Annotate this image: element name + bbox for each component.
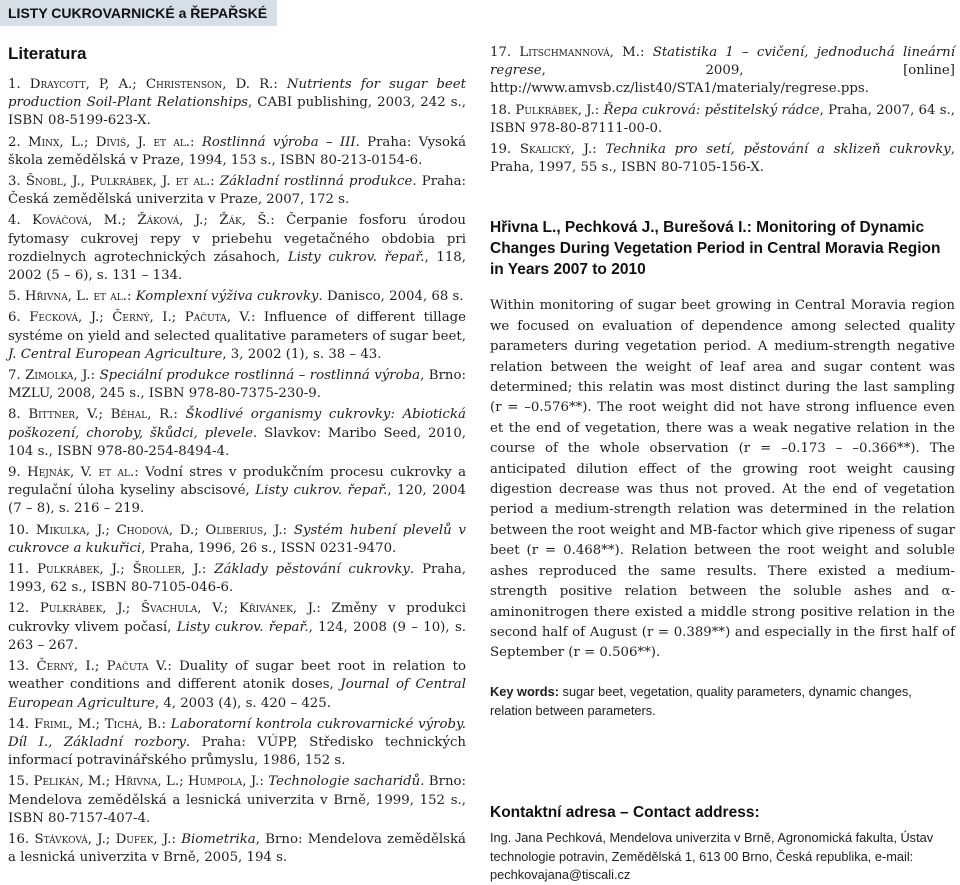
reference-title: Řepa cukrová: pěstitelský rádce — [603, 102, 820, 118]
reference-item — [8, 212, 466, 285]
reference-text: : — [273, 77, 287, 92]
reference-text: : Změny v produkci cukrovky vlivem počasí, — [8, 601, 467, 635]
reference-title: Listy cukrov. řepař. — [287, 249, 425, 265]
reference-title: Listy cukrov. řepař. — [176, 619, 309, 635]
reference-text: 8. — [8, 407, 29, 423]
reference-title: Laboratorní kontrola cukrovarnické výroby. Díl I., Základní rozbory — [8, 716, 466, 750]
reference-text: . Danisco, 2004, 68 s. — [318, 289, 464, 305]
reference-title: Biometrika — [181, 831, 256, 847]
reference-authors: Skalický, J. — [519, 142, 593, 158]
reference-text: 14. — [8, 716, 34, 732]
reference-text: : — [282, 522, 294, 538]
reference-authors: Litschmannová, M. — [519, 45, 641, 60]
reference-title: Komplexní výživa cukrovky — [135, 289, 319, 305]
reference-authors: Zimolka, J. — [25, 368, 91, 384]
reference-text: 19. — [490, 142, 520, 158]
journal-header: LISTY CUKROVARNICKÉ a ŘEPAŘSKÉ — [0, 0, 277, 26]
reference-text: : — [594, 102, 604, 118]
reference-item — [8, 464, 466, 519]
reference-authors: Mikulka, J.; Chodová, D.; Oliberius, J. — [35, 522, 283, 538]
reference-text: : Influence of different tillage systéme on yield and selected qualitative parameters of sugar beet, — [8, 310, 466, 344]
reference-text: : — [90, 368, 100, 384]
reference-text: 1. — [8, 77, 30, 92]
reference-title: Škodlivé organismy cukrovky: Abiotická poškození, choroby, škůdci, plevele — [8, 407, 466, 441]
abstract-text: Within monitoring of sugar beet growing in Central Moravia region we focused on evaluation of dependence among selected quality parameters during vegetation period. A medium-strength negative relation between the weight of leaf area and sugar content was determined; this relatin was most distinct during the last sampling (r = –0.576**). The root weight did not have strong influence even et the end of vegetation, there was a weak negative relation in the course of the whole observation (r = –0.173 – –0.366**). The anticipated dilution effect of the growing root weight causing digestion decrease was thus not proved. At the end of vegetation period a medium-strength relation was determined in the relation between the root weight and MB-factor which give ripeness of sugar beet (r = 0.468**). Relation between the root weight and soluble ashes reproduced the same results. There existed a medium-strength positive relation between the soluble ashes and α-aminonitrogen there existed a middle strong positive relation in the second half of August (r = 0.389**) and especially in the first half of September (r = 0.506**). — [490, 298, 955, 661]
reference-item — [8, 406, 466, 461]
reference-text: 4. — [8, 213, 33, 229]
contact-address: Ing. Jana Pechková, Mendelova univerzita v Brně, Agronomická fakulta, Ústav technologie potravin, Zemědělská 1, 613 00 Brno, Česká republika, e-mail: pechkovajana@tiscali.cz — [490, 830, 934, 882]
reference-authors: Černý, I.; Pačuta V. — [36, 659, 168, 675]
reference-text: : — [210, 174, 220, 190]
reference-text: 2. — [8, 134, 28, 150]
reference-text: , Praha, 2007, 64 s., ISBN 978-80-87111-00-0. — [490, 102, 955, 136]
reference-text: 7. — [8, 368, 26, 384]
article-title: Hřivna L., Pechková J., Burešová I.: Monitoring of Dynamic Changes During Vegetation Period in Central Moravia Region in Years 2007 to 2010 — [490, 219, 941, 279]
reference-list — [8, 76, 466, 867]
reference-text: : — [173, 407, 186, 423]
reference-text: . Praha: Vysoká škola zemědělská v Praze, 1994, 153 s., ISBN 80-213-0154-6. — [8, 134, 466, 168]
reference-text: , 118, 2002 (5 – 6), s. 131 – 134. — [8, 249, 466, 284]
reference-title: Technologie sacharidů — [268, 774, 421, 790]
reference-title: Listy cukrov. řepař. — [255, 483, 388, 499]
reference-text: , Praha, 1997, 55 s., ISBN 80-7105-156-X. — [490, 142, 956, 176]
reference-item — [8, 76, 466, 131]
keywords — [490, 682, 955, 720]
reference-authors: Fecková, J.; Černý, I.; Pačuta, V. — [29, 310, 251, 326]
reference-text: 11. — [8, 562, 38, 578]
reference-authors: Pulkrábek, J. — [515, 102, 595, 118]
reference-title: Nutrients for sugar beet production Soil-Plant Relationships — [8, 77, 466, 111]
reference-text: : — [161, 716, 171, 732]
reference-text: 17. — [490, 45, 520, 60]
left-column — [8, 44, 466, 870]
reference-text: : — [592, 142, 606, 158]
reference-text: , Praha, 1996, 26 s., ISSN 0231-9470. — [141, 540, 397, 556]
reference-authors: Pulkrábek, J.; Šroller, J. — [37, 562, 202, 578]
reference-text: : — [201, 562, 215, 578]
reference-authors: Pelikán, M.; Hřivna, L.; Humpola, J. — [33, 774, 260, 790]
reference-title: Speciální produkce rostlinná – rostlinná výroba — [99, 368, 421, 384]
keywords-text: sugar beet, vegetation, quality parameters, dynamic changes, relation between parameters. — [490, 683, 912, 718]
reference-authors: Hejnák, V. et al. — [27, 465, 135, 481]
reference-item — [8, 561, 466, 597]
reference-text: , CABI publishing, 2003, 242 s., ISBN 08-5199-623-X. — [8, 95, 466, 129]
reference-text: , 120, 2004 (7 – 8), s. 216 – 219. — [8, 483, 466, 517]
keywords-label: Key words: — [490, 683, 559, 699]
reference-text: : — [640, 45, 653, 60]
reference-text: , 3, 2002 (1), s. 38 – 43. — [222, 346, 382, 362]
reference-title: Základy pěstování cukrovky — [214, 562, 410, 578]
reference-title: Journal of Central European Agriculture — [8, 677, 466, 711]
reference-item — [8, 831, 466, 867]
reference-text: . Praha, 1993, 62 s., ISBN 80-7105-046-6. — [8, 562, 467, 596]
literature-heading: Literatura — [8, 44, 87, 63]
reference-authors: Stávková, J.; Dufek, J. — [34, 831, 172, 847]
reference-item — [8, 288, 466, 306]
reference-item — [8, 173, 466, 209]
reference-authors: Bittner, V.; Běhal, R. — [28, 407, 174, 423]
reference-text: : Duality of sugar beet root in relation to weather conditions and different atonik doses, — [8, 659, 466, 693]
reference-item — [490, 102, 955, 138]
reference-title: Technika pro setí, pěstování a sklizeň cukrovky — [605, 142, 951, 158]
reference-text: . Praha: Česká zemědělská univerzita v Praze, 2007, 172 s. — [8, 174, 466, 208]
reference-text: . Praha: VÚPP, Středisko technických informací potravinářského průmyslu, 1986, 152 s. — [8, 734, 466, 769]
reference-item — [8, 600, 466, 655]
reference-authors: Šnobl, J., Pulkrábek, J. et al. — [25, 174, 211, 190]
reference-title: Systém hubení plevelů v cukrovce a kukuřici — [8, 522, 466, 556]
reference-text: 16. — [8, 831, 35, 847]
reference-item — [490, 141, 955, 177]
reference-text: 15. — [8, 774, 34, 790]
reference-text: . Brno: Mendelova zemědělská a lesnická univerzita v Brně, 1999, 152 s., ISBN 80-7157-407-4. — [8, 774, 466, 826]
reference-authors: Friml, M.; Tichá, B. — [33, 716, 162, 732]
reference-text: 5. — [8, 289, 25, 305]
reference-text: , Brno: MZLU, 2008, 245 s., ISBN 978-80-7375-230-9. — [8, 368, 466, 402]
reference-authors: Draycott, P, A.; Christenson, D. R. — [29, 77, 274, 92]
reference-text: 13. — [8, 659, 37, 675]
reference-title: Základní rostlinná produkce — [219, 174, 413, 190]
reference-text: : Čerpanie fosforu úrodou fytomasy cukrovej repy v priebehu vegetačného obdobia pri rozdielnych agrotechnických zásahoch, — [8, 213, 466, 265]
reference-text: 12. — [8, 601, 40, 617]
reference-item — [8, 134, 466, 170]
reference-text: . Slavkov: Maribo Seed, 2010, 104 s., ISBN 978-80-254-8494-4. — [8, 425, 467, 459]
reference-title: Rostlinná výroba – III — [201, 134, 356, 150]
reference-text: : — [190, 134, 202, 150]
reference-text: , 2009, [online] http://www.amvsb.cz/list40/STA1/materialy/regrese.pps. — [490, 63, 955, 97]
reference-item — [8, 522, 466, 558]
reference-list-continued — [490, 44, 955, 177]
reference-authors: Pulkrábek, J.; Švachula, V.; Křivánek, J. — [39, 601, 317, 617]
reference-item — [8, 309, 466, 364]
reference-text: 10. — [8, 522, 36, 538]
reference-text: : — [259, 774, 269, 790]
reference-text: , 124, 2008 (9 – 10), s. 263 – 267. — [8, 619, 466, 653]
reference-text: , 4, 2003 (4), s. 420 – 425. — [154, 695, 331, 711]
reference-item — [8, 658, 466, 713]
reference-text: 6. — [8, 310, 30, 326]
reference-text: : — [126, 289, 136, 305]
reference-item — [8, 716, 466, 771]
reference-text: 18. — [490, 102, 516, 118]
contact-heading: Kontaktní adresa – Contact address: — [490, 804, 760, 821]
reference-item — [8, 367, 466, 403]
reference-item — [490, 44, 955, 99]
reference-text: 9. — [8, 465, 28, 481]
reference-text: , Brno: Mendelova zemědělská a lesnická univerzita v Brně, 2005, 194 s. — [8, 831, 466, 866]
reference-text: : — [171, 831, 182, 847]
reference-title: Statistika 1 – cvičení, jednoduchá lineární regrese — [490, 45, 955, 79]
reference-authors: Kováčová, M.; Žáková, J.; Žák, Š. — [32, 213, 271, 229]
reference-authors: Minx, L.; Diviš, J. et al. — [27, 134, 191, 150]
reference-text: 3. — [8, 174, 26, 190]
reference-text: : Vodní stres v produkčním procesu cukrovky a regulační úloha kyseliny abscisové, — [8, 465, 466, 499]
reference-title: J. Central European Agriculture — [8, 346, 223, 362]
reference-item — [8, 773, 466, 828]
right-column — [490, 44, 955, 720]
reference-authors: Hřivna, L. et al. — [24, 289, 127, 305]
